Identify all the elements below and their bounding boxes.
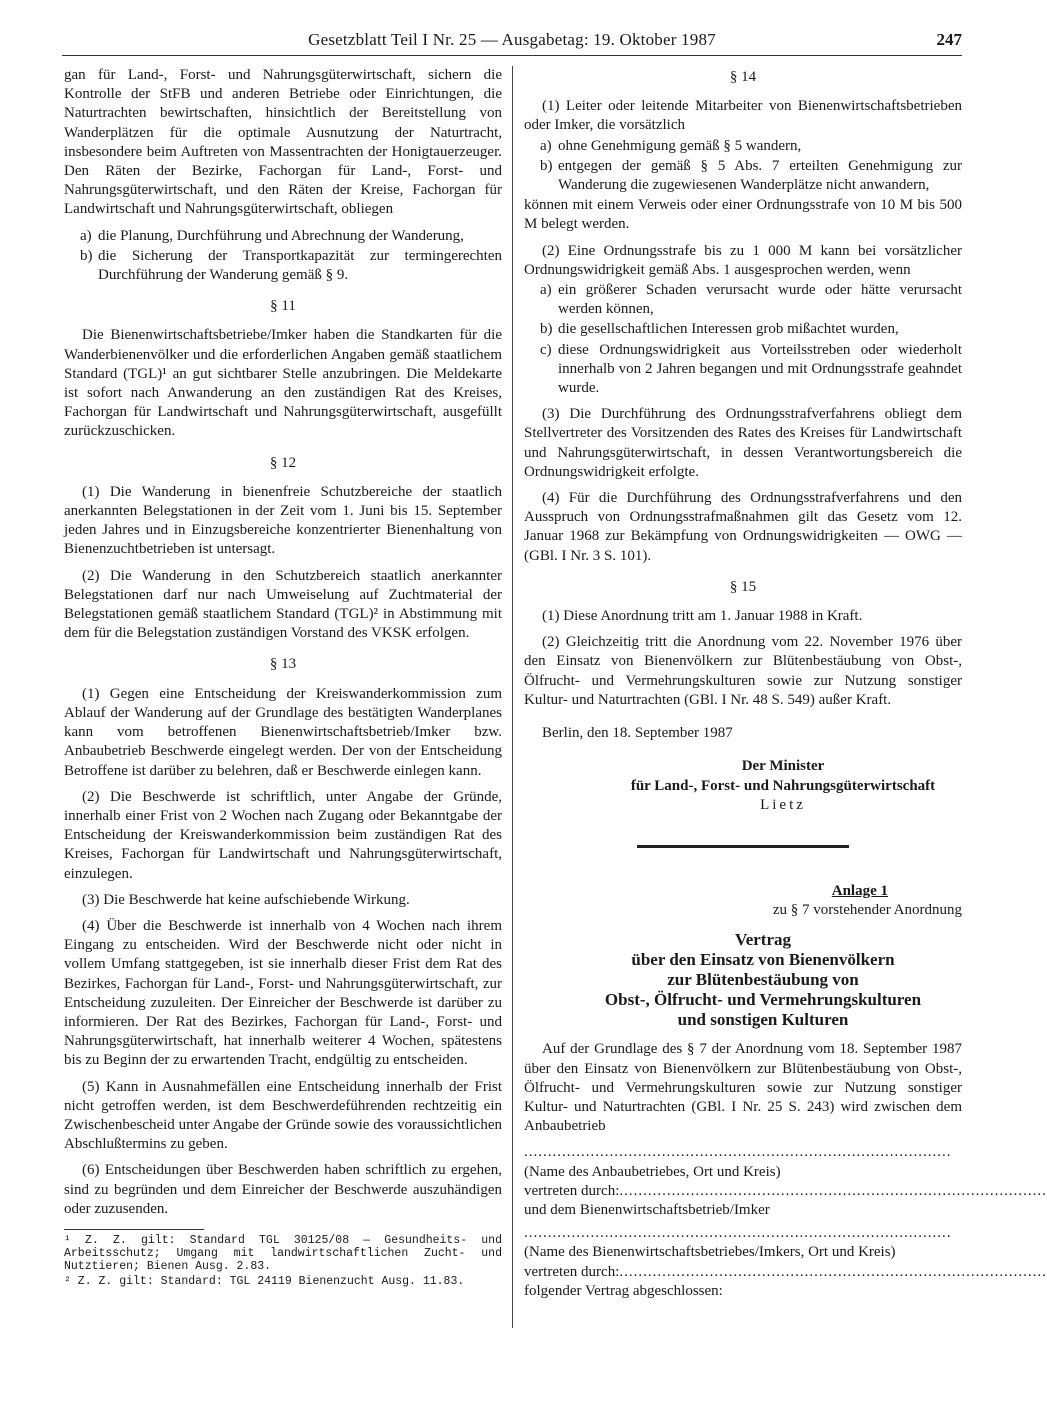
paragraph: (3) Die Beschwerde hat keine aufschiebende Wirkung. bbox=[82, 891, 410, 908]
fill-in-line: .......................................................................................... bbox=[619, 1182, 1047, 1199]
footnote: ¹ Z. Z. gilt: Standard TGL 30125/08 — Gesundheits- und Arbeitsschutz; Umgang mit landwirtschaftlichen Zucht- und Nutztieren; Bienen Ausg. 2.83. bbox=[64, 1233, 502, 1273]
list-item-text: ohne Genehmigung gemäß § 5 wandern, bbox=[558, 137, 802, 154]
form-caption: (Name des Anbaubetriebes, Ort und Kreis) bbox=[524, 1163, 781, 1180]
anlage-label-text: Anlage 1 bbox=[831, 882, 888, 899]
represented-by-label: vertreten durch: bbox=[524, 1182, 620, 1199]
list-item-label: c) bbox=[540, 341, 552, 358]
paragraph: (1) Gegen eine Entscheidung der Kreiswanderkommission zum Ablauf der Wanderung auf der Grundlage des bestätigten Wanderplanes kann vom betroffenen Bienenwirtschaftsbetrieb/Imker bzw. Anbaubetrieb Beschwerde eingelegt werden. Der von der Entscheidung Betroffene ist darüber zu belehren, daß er Beschwerde einlegen kann. bbox=[64, 685, 502, 779]
list-item-text: entgegen der gemäß § 5 Abs. 7 erteilten Genehmigung zur Wanderung die zugewiesenen Wanderplätze nicht anwandern, bbox=[558, 157, 962, 194]
footnote-rule bbox=[64, 1229, 204, 1230]
list-item-text: ein größerer Schaden verursacht wurde oder hätte verursacht werden können, bbox=[558, 282, 962, 318]
page-number: 247 bbox=[936, 30, 962, 49]
list-item bbox=[524, 137, 962, 156]
list-item-text: die gesellschaftlichen Interessen grob mißachtet wurden, bbox=[558, 321, 899, 338]
anlage-label bbox=[524, 882, 962, 901]
list-item-text: diese Ordnungswidrigkeit aus Vorteilsstreben oder wiederholt innerhalb von 2 Jahren begangen und mit Ordnungsstrafe geahndet wurde. bbox=[558, 341, 962, 397]
section-heading-13: § 13 bbox=[269, 656, 297, 673]
contract-title-line: Obst-, Ölfrucht- und Vermehrungskulturen bbox=[604, 990, 922, 1010]
list-item bbox=[524, 341, 962, 399]
paragraph: (2) Eine Ordnungsstrafe bis zu 1 000 M kann bei vorsätzlicher Ordnungswidrigkeit gemäß Abs. 1 ausgesprochen werden, wenn bbox=[524, 242, 962, 278]
paragraph: können mit einem Verweis oder einer Ordnungsstrafe von 10 M bis 500 M belegt werden. bbox=[524, 197, 962, 233]
list-item bbox=[64, 247, 502, 285]
anlage-reference: zu § 7 vorstehender Anordnung bbox=[772, 902, 962, 919]
list-item bbox=[524, 157, 962, 195]
minister-title: Der Minister bbox=[741, 758, 825, 775]
fill-in-line: .......................................................................................... bbox=[524, 1144, 952, 1161]
contract-title-line: und sonstigen Kulturen bbox=[677, 1010, 849, 1030]
minister-name: Lietz bbox=[760, 796, 806, 813]
contract-title-line: zur Blütenbestäubung von bbox=[667, 970, 859, 990]
form-caption: (Name des Bienenwirtschaftsbetriebes/Imkers, Ort und Kreis) bbox=[524, 1244, 896, 1261]
section-heading-15: § 15 bbox=[729, 578, 757, 595]
footnote: ² Z. Z. gilt: Standard: TGL 24119 Bienenzucht Ausg. 11.83. bbox=[64, 1274, 465, 1288]
list-item-label: a) bbox=[540, 282, 552, 299]
form-caption: folgender Vertrag abgeschlossen: bbox=[524, 1282, 723, 1299]
form-caption: und dem Bienenwirtschaftsbetrieb/Imker bbox=[524, 1201, 770, 1218]
list-item bbox=[524, 281, 962, 319]
column-divider bbox=[512, 66, 513, 1328]
paragraph: (2) Die Wanderung in den Schutzbereich staatlich anerkannter Belegstationen darf nur nach Umweiselung auf Zuchtmaterial der Belegstationen gemäß staatlichem Standard (TGL)² in Abstimmung mit dem für die Belegstation zuständigen Vorstand des VKSK erfolgen. bbox=[64, 567, 502, 642]
paragraph: (3) Die Durchführung des Ordnungsstrafverfahrens obliegt dem Stellvertreter des Vorsitzenden des Rates des Kreises für Landwirtschaft und Nahrungsgüterwirtschaft, in dessen Verantwortungsbereich die Ordnungswidrigkeit erfolgte. bbox=[524, 406, 962, 480]
place-date: Berlin, den 18. September 1987 bbox=[542, 725, 733, 742]
paragraph: (4) Über die Beschwerde ist innerhalb von 4 Wochen nach ihrem Eingang zu entscheiden. Wird der Beschwerde nicht oder nicht in vollem Umfang stattgegeben, ist sie innerhalb dieser Frist dem Rat des Bezirkes, Fachorgan für Land-, Forst- und Nahrungsgüterwirtschaft, zur Entscheidung zuzuleiten. Der Einreicher der Beschwerde ist darüber zu informieren. Der Rat des Bezirkes, Fachorgan für Land-, Forst- und Nahrungsgüterwirtschaft, hat innerhalb weiterer 4 Wochen, spätestens bis zu Beginn der zu erwartenden Tracht, endgültig zu entscheiden. bbox=[64, 917, 502, 1069]
list-item-text: die Planung, Durchführung und Abrechnung der Wanderung, bbox=[98, 227, 464, 244]
fill-in-line: .......................................................................................... bbox=[524, 1225, 952, 1242]
contract-title-line: Vertrag bbox=[734, 930, 791, 950]
section-heading-14: § 14 bbox=[729, 69, 757, 85]
contract-title bbox=[524, 930, 962, 1030]
represented-by-line bbox=[524, 1182, 1047, 1201]
paragraph: (4) Für die Durchführung des Ordnungsstrafverfahrens und den Ausspruch von Ordnungsstrafmaßnahmen gilt das Gesetz vom 12. Januar 1968 zur Bekämpfung von Ordnungswidrigkeiten — OWG — (GBl. I Nr. 3 S. 101). bbox=[524, 490, 962, 564]
fill-in-line: .......................................................................................... bbox=[619, 1263, 1047, 1280]
paragraph: (6) Entscheidungen über Beschwerden haben schriftlich zu ergehen, sind zu begründen und dem Einreicher der Beschwerde auszuhändigen oder zuzusenden. bbox=[64, 1162, 502, 1217]
paragraph: gan für Land-, Forst- und Nahrungsgüterwirtschaft, sichern die Kontrolle der StFB und anderen Betriebe oder Einrichtungen, die Naturtrachten bewirtschaften, hinsichtlich der Bereitstellung von Wanderplätzen für die optimale Ausnutzung der Naturtracht, insbesondere beim Auftreten von Massentrachten der Honigtauerzeuger. Den Räten der Bezirke, Fachorgan für Land-, Forst- und Nahrungsgüterwirtschaft, und den Räten der Kreise, Fachorgan für Landwirtschaft und Nahrungsgüterwirtschaft, obliegen bbox=[64, 67, 502, 218]
paragraph: (1) Diese Anordnung tritt am 1. Januar 1988 in Kraft. bbox=[542, 608, 863, 625]
paragraph: (1) Die Wanderung in bienenfreie Schutzbereiche der staatlich anerkannten Belegstationen in der Zeit vom 1. Juni bis 15. September jeden Jahres und in Einzugsbereiche konzentrierter Bienenhaltung von Bienenzuchtbetrieben ist untersagt. bbox=[64, 483, 502, 558]
list-item-label: a) bbox=[80, 227, 92, 244]
list-item bbox=[64, 227, 502, 246]
section-heading-12: § 12 bbox=[269, 454, 297, 471]
paragraph: (2) Gleichzeitig tritt die Anordnung vom 22. November 1976 über den Einsatz von Bienenvölkern zur Blütenbestäubung von Obst-, Ölfrucht- und Vermehrungskulturen sowie zur Nutzung sonstiger Kultur- und Naturtrachten (GBl. I Nr. 48 S. 549) außer Kraft. bbox=[524, 634, 962, 708]
right-column bbox=[524, 66, 1047, 1301]
list-item-label: b) bbox=[540, 157, 553, 174]
left-column bbox=[64, 66, 502, 1290]
contract-title-line: über den Einsatz von Bienenvölkern bbox=[631, 950, 895, 970]
represented-by-line bbox=[524, 1263, 1047, 1282]
list-item-label: a) bbox=[540, 137, 552, 154]
list-item-label: b) bbox=[540, 321, 553, 338]
paragraph: (5) Kann in Ausnahmefällen eine Entscheidung innerhalb der Frist nicht getroffen werden, ist dem Beschwerdeführenden rechtzeitig ein Zwischenbescheid unter Angabe der Gründe sowie des voraussichtlichen Abschlußtermins zu geben. bbox=[64, 1078, 502, 1153]
paragraph: (1) Leiter oder leitende Mitarbeiter von Bienenwirtschaftsbetrieben oder Imker, die vorsätzlich bbox=[524, 98, 962, 134]
list-item-text: die Sicherung der Transportkapazität zur termingerechten Durchführung der Wanderung gemäß § 9. bbox=[98, 247, 502, 284]
section-rule bbox=[637, 845, 849, 848]
paragraph: Die Bienenwirtschaftsbetriebe/Imker haben die Standkarten für die Wanderbienenvölker und die erforderlichen Angaben gemäß staatlichem Standard (TGL)¹ an gut sichtbarer Stelle anzubringen. Die Meldekarte ist sofort nach Anwanderung an den zuständigen Rat des Kreises, Fachorgan für Landwirtschaft und Nahrungsgüterwirtschaft, ausgefüllt zurückzuschicken. bbox=[64, 327, 502, 440]
paragraph: (2) Die Beschwerde ist schriftlich, unter Angabe der Gründe, innerhalb einer Frist von 2 Wochen nach Zugang oder Bekanntgabe der Entscheidung der Kreiswanderkommission beim zuständigen Rat des Kreises, Fachorgan für Landwirtschaft und Nahrungsgüterwirtschaft, einzulegen. bbox=[64, 788, 502, 882]
minister-ministry: für Land-, Forst- und Nahrungsgüterwirtschaft bbox=[630, 777, 936, 794]
represented-by-label: vertreten durch: bbox=[524, 1263, 620, 1280]
list-item bbox=[524, 320, 962, 339]
page-header bbox=[62, 30, 962, 56]
header-title: Gesetzblatt Teil I Nr. 25 — Ausgabetag: 19. Oktober 1987 bbox=[308, 30, 716, 49]
list-item-label: b) bbox=[80, 247, 93, 264]
section-heading-11: § 11 bbox=[270, 298, 296, 315]
paragraph: Auf der Grundlage des § 7 der Anordnung vom 18. September 1987 über den Einsatz von Bienenvölkern zur Blütenbestäubung von Obst-, Ölfrucht- und Vermehrungskulturen sowie zur Nutzung sonstiger Kultur- und Naturtrachten (GBl. I Nr. 25 S. 243) wird zwischen dem Anbaubetrieb bbox=[524, 1041, 962, 1135]
header-rule bbox=[62, 55, 962, 56]
